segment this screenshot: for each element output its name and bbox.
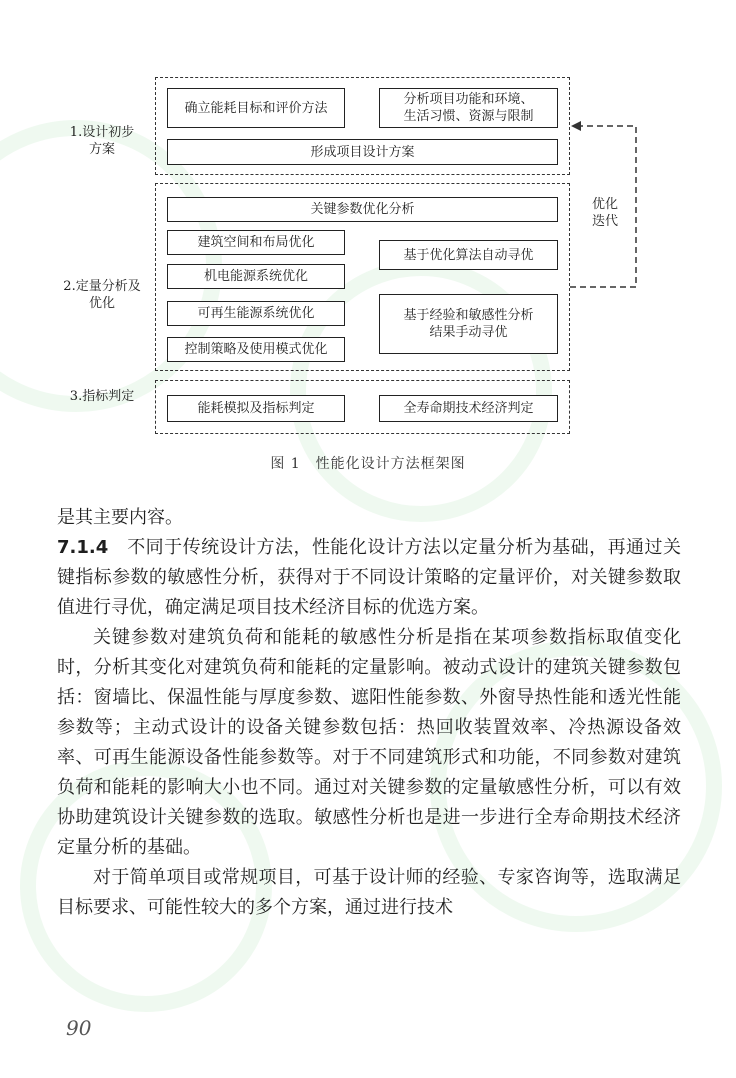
stage3-label: 3.指标判定: [69, 389, 135, 404]
clause-text: 不同于传统设计方法，性能化设计方法以定量分析为基础，再通过关键指标参数的敏感性分析，获得对于不同设计策略的定量评价，对关键参数取值进行寻优，确定满足项目技术经济目标的优选方案。: [57, 537, 681, 618]
paragraph: 关键参数对建筑负荷和能耗的敏感性分析是指在某项参数指标取值变化时，分析其变化对建筑负荷和能耗的定量影响。被动式设计的建筑关键参数包括：窗墙比、保温性能与厚度参数、遮阳性能参数、外窗导热性能和透光性能参数等；主动式设计的设备关键参数包括：热回收装置效率、冷热源设备效率、可再生能源设备性能参数等。对于不同建筑形式和功能，不同参数对建筑负荷和能耗的影响大小也不同。通过对关键参数的定量敏感性分析，可以有效协助建筑设计关键参数的选取。敏感性分析也是进一步进行全寿命期技术经济定量分析的基础。: [57, 627, 681, 858]
body-text: [57, 503, 681, 923]
figure-caption: 图 1 性能化设计方法框架图: [270, 456, 466, 472]
box-mep-systems: 机电能源系统优化: [167, 264, 345, 289]
stage1-label: 1.设计初步 方案: [69, 125, 135, 157]
paragraph: 对于简单项目或常规项目，可基于设计师的经验、专家咨询等，选取满足目标要求、可能性较大的多个方案，通过进行技术: [57, 867, 681, 918]
box-energy-simulation: 能耗模拟及指标判定: [167, 395, 345, 422]
box-energy-goals: 确立能耗目标和评价方法: [167, 88, 345, 128]
box-project-analysis: 分析项目功能和环境、 生活习惯、资源与限制: [379, 88, 558, 128]
box-manual-optimization: 基于经验和敏感性分析 结果手动寻优: [379, 294, 558, 354]
framework-diagram: [0, 0, 736, 480]
paragraph: 是其主要内容。: [57, 507, 183, 528]
box-design-scheme: 形成项目设计方案: [167, 139, 558, 165]
paragraph-clause-7-1-4: [57, 533, 681, 623]
box-space-layout: 建筑空间和布局优化: [167, 230, 345, 255]
page-number: 90: [66, 1016, 92, 1040]
box-algorithm-optimization: 基于优化算法自动寻优: [379, 240, 558, 270]
box-lifecycle-assessment: 全寿命期技术经济判定: [379, 395, 558, 422]
box-key-params: 关键参数优化分析: [167, 197, 558, 222]
clause-number: 7.1.4: [57, 537, 109, 558]
box-renewable-systems: 可再生能源系统优化: [167, 301, 345, 326]
loop-label: 优化 迭代: [582, 196, 628, 230]
stage2-label: 2.定量分析及 优化: [63, 279, 141, 311]
box-control-strategy: 控制策略及使用模式优化: [167, 337, 345, 362]
iteration-loop-arrow: [0, 0, 736, 480]
